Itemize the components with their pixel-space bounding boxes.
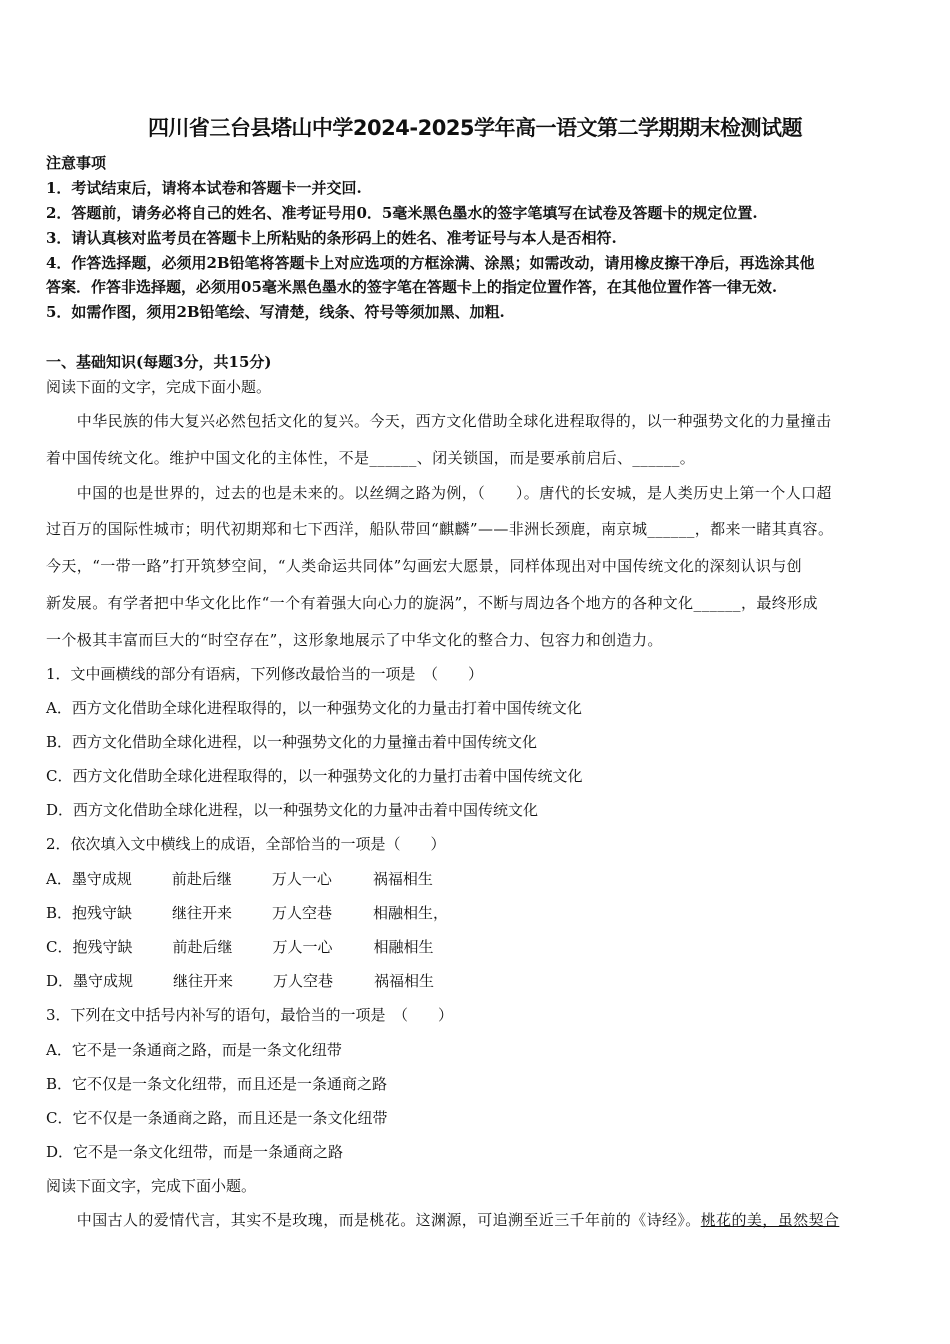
notes-item: 4．作答选择题，必须用2B铅笔将答题卡上对应选项的方框涂满、涂黑；如需改动，请用橡皮擦干净后，再选涂其他 bbox=[46, 254, 815, 272]
section1-intro: 阅读下面的文字，完成下面小题。 bbox=[46, 378, 272, 396]
question-stem: 2．依次填入文中横线上的成语，全部恰当的一项是（ ） bbox=[46, 835, 446, 853]
option-word: 万人空巷 bbox=[272, 904, 333, 922]
section1-heading: 一、基础知识(每题3分，共15分) bbox=[46, 353, 272, 371]
option-d[interactable] bbox=[46, 970, 434, 991]
passage-line: 中国的也是世界的，过去的也是未来的。以丝绸之路为例，（ ）。唐代的长安城，是人类历史上第一个人口超 bbox=[46, 484, 832, 502]
passage-line: 着中国传统文化。维护中国文化的主体性，不是______、闭关锁国，而是要承前启后、______。 bbox=[46, 449, 696, 467]
option-letter: D． bbox=[46, 972, 74, 990]
option-c[interactable]: C．西方文化借助全球化进程取得的，以一种强势文化的力量打击着中国传统文化 bbox=[46, 767, 583, 785]
notes-item: 2．答题前，请务必将自己的姓名、准考证号用0．5毫米黑色墨水的签字笔填写在试卷及答题卡的规定位置. bbox=[46, 204, 758, 222]
option-word: 前赴后继 bbox=[171, 870, 232, 888]
option-b[interactable] bbox=[46, 902, 448, 923]
passage-text: 中国古人的爱情代言，其实不是玫瑰，而是桃花。这渊源，可追溯至近三千年前的《诗经》。 bbox=[46, 1211, 701, 1229]
option-d[interactable]: D．西方文化借助全球化进程，以一种强势文化的力量冲击着中国传统文化 bbox=[46, 801, 539, 819]
option-word: 万人空巷 bbox=[273, 972, 334, 990]
option-word: 前赴后继 bbox=[172, 938, 233, 956]
option-word: 墨守成规 bbox=[71, 870, 132, 888]
option-word: 万人一心 bbox=[271, 870, 332, 888]
notes-heading: 注意事项 bbox=[46, 154, 107, 172]
notes-item: 答案．作答非选择题，必须用05毫米黑色墨水的签字笔在答题卡上的指定位置作答，在其他位置作答一律无效. bbox=[46, 278, 778, 296]
page-title: 四川省三台县塔山中学2024-2025学年高一语文第二学期期末检测试题 bbox=[147, 116, 803, 140]
passage-line: 中华民族的伟大复兴必然包括文化的复兴。今天，西方文化借助全球化进程取得的，以一种强势文化的力量撞击 bbox=[46, 412, 832, 430]
option-word: 抱残守缺 bbox=[72, 904, 133, 922]
notes-item: 1．考试结束后，请将本试卷和答题卡一并交回. bbox=[46, 179, 362, 197]
option-c[interactable]: C．它不仅是一条通商之路，而且还是一条文化纽带 bbox=[46, 1109, 388, 1127]
option-word: 继往开来 bbox=[173, 972, 234, 990]
option-word: 相融相生， bbox=[373, 904, 449, 922]
option-letter: C． bbox=[46, 938, 73, 956]
option-b[interactable]: B．它不仅是一条文化纽带，而且还是一条通商之路 bbox=[46, 1075, 388, 1093]
option-word: 继往开来 bbox=[172, 904, 233, 922]
question-stem: 3．下列在文中括号内补写的语句，最恰当的一项是 （ ） bbox=[46, 1006, 454, 1024]
option-b[interactable]: B．西方文化借助全球化进程，以一种强势文化的力量撞击着中国传统文化 bbox=[46, 733, 538, 751]
option-word: 相融相生 bbox=[373, 938, 434, 956]
underlined-text: 桃花的美，虽然契合 bbox=[700, 1211, 840, 1229]
option-word: 抱残守缺 bbox=[72, 938, 133, 956]
passage-line: 过百万的国际性城市；明代初期郑和七下西洋，船队带回“麒麟”——非洲长颈鹿，南京城______，都来一睹其真容。 bbox=[46, 520, 834, 538]
option-letter: B． bbox=[46, 904, 73, 922]
question-stem: 1．文中画横线的部分有语病，下列修改最恰当的一项是 （ ） bbox=[46, 665, 484, 683]
option-word: 万人一心 bbox=[272, 938, 333, 956]
option-d[interactable]: D．它不是一条文化纽带，而是一条通商之路 bbox=[46, 1143, 344, 1161]
section2-intro: 阅读下面文字，完成下面小题。 bbox=[46, 1177, 257, 1195]
section2-passage-line bbox=[46, 1209, 839, 1230]
option-a[interactable]: A．西方文化借助全球化进程取得的，以一种强势文化的力量击打着中国传统文化 bbox=[46, 699, 582, 717]
notes-item: 3．请认真核对监考员在答题卡上所粘贴的条形码上的姓名、准考证号与本人是否相符. bbox=[46, 229, 617, 247]
passage-line: 今天，“一带一路”打开筑梦空间，“人类命运共同体”勾画宏大愿景，同样体现出对中国传统文化的深刻认识与创 bbox=[46, 557, 803, 575]
passage-line: 新发展。有学者把中华文化比作“一个有着强大向心力的旋涡”，不断与周边各个地方的各种文化______，最终形成 bbox=[46, 594, 818, 612]
option-c[interactable] bbox=[46, 936, 434, 957]
option-word: 祸福相生 bbox=[372, 870, 433, 888]
option-word: 墨守成规 bbox=[73, 972, 134, 990]
notes-item: 5．如需作图，须用2B铅笔绘、写清楚，线条、符号等须加黑、加粗. bbox=[46, 303, 505, 321]
option-word: 祸福相生 bbox=[374, 972, 435, 990]
passage-line: 一个极其丰富而巨大的“时空存在”，这形象地展示了中华文化的整合力、包容力和创造力。 bbox=[46, 631, 663, 649]
option-a[interactable]: A．它不是一条通商之路，而是一条文化纽带 bbox=[46, 1041, 342, 1059]
option-a[interactable] bbox=[46, 868, 433, 889]
option-letter: A． bbox=[46, 870, 72, 888]
